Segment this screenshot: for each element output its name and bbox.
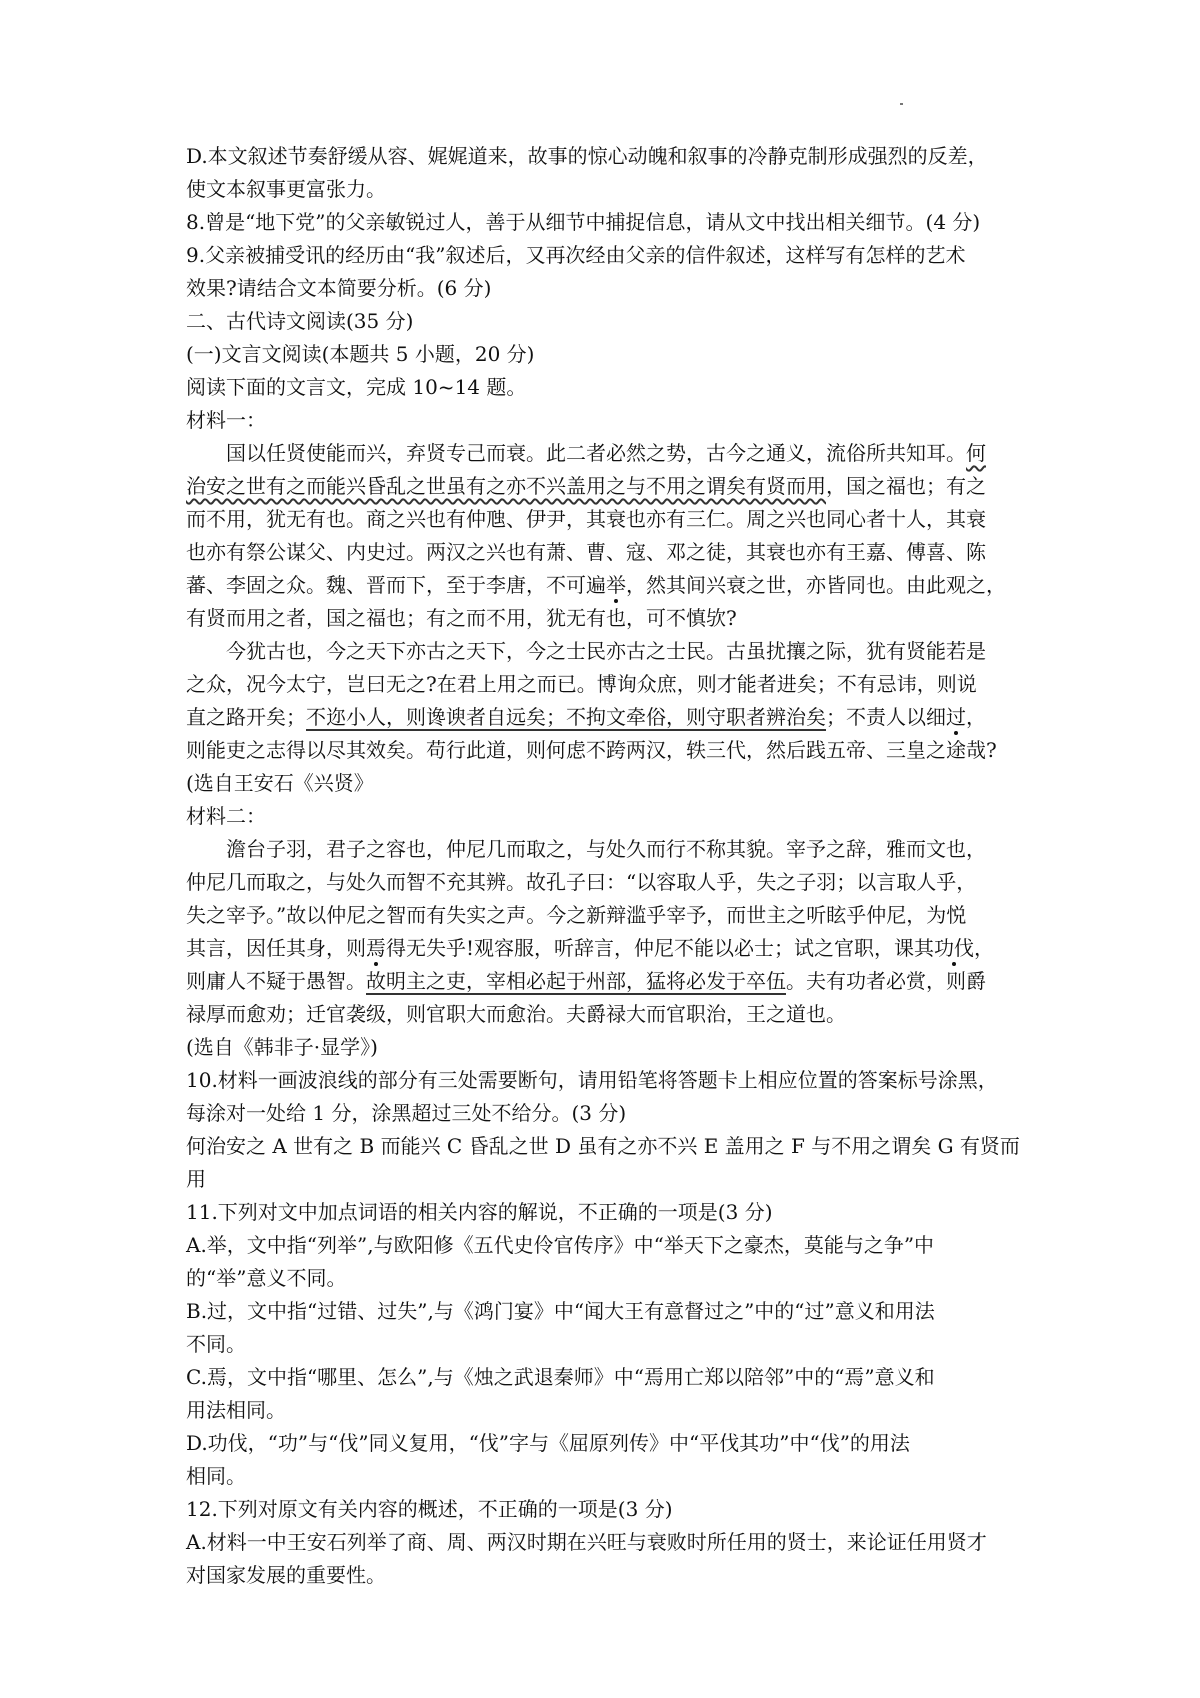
question-10-line: 每涂对一处给 1 分，涂黑超过三处不给分。(3 分) [186, 1101, 627, 1125]
question-9-line-2: 效果?请结合文本简要分析。(6 分) [186, 276, 492, 300]
question-12 [186, 1493, 1026, 1592]
reading-instruction: 阅读下面的文言文，完成 10~14 题。 [186, 375, 527, 399]
text-line: 澹台子羽，君子之容也，仲尼几而取之，与处久而行不称其貌。宰予之辞，雅而文也， [226, 837, 986, 861]
text-span: 。夫有功者必赏，则爵 [786, 969, 986, 993]
text-line: 失之宰予。”故以仲尼之智而有失实之声。今之新辩滥乎宰予，而世主之听眩乎仲尼，为悦 [186, 903, 967, 927]
q7-option-d-line-2: 使文本叙事更富张力。 [186, 177, 386, 201]
source-citation: (选自《韩非子·显学》) [186, 1035, 378, 1059]
text-line: 禄厚而愈劝；迁官袭级，则官职大而愈治。夫爵禄大而官职治，王之道也。 [186, 1002, 846, 1026]
q7-option-d-line-1: D.本文叙述节奏舒缓从容、娓娓道来，故事的惊心动魄和叙事的冷静克制形成强烈的反差， [186, 144, 988, 168]
text-line: 仲尼几而取之，与处久而智不充其辨。故孔子曰：“以容取人乎，失之子羽；以言取人乎， [186, 870, 977, 894]
question-10-options: 用 [186, 1167, 206, 1191]
question-11-option-a: A.举，文中指“列举”,与欧阳修《五代史伶官传序》中“举天下之豪杰，莫能与之争”中 [186, 1233, 935, 1257]
material-2-label: 材料二： [186, 804, 266, 828]
material-1-text [186, 437, 1026, 800]
question-11-option-d: 相同。 [186, 1464, 246, 1488]
question-10-line: 10.材料一画波浪线的部分有三处需要断句，请用铅笔将答题卡上相应位置的答案标号涂黑， [186, 1068, 998, 1092]
text-span: ， [966, 705, 986, 729]
material-2-text [186, 833, 1026, 1064]
question-12-option-a: A.材料一中王安石列举了商、周、两汉时期在兴旺与衰败时所任用的贤士，来论证任用贤才 [186, 1530, 987, 1554]
underlined-text: 故明主之吏，宰相必起于州部，猛将必发于卒伍 [366, 969, 786, 993]
text-line [186, 470, 1026, 503]
text-line: 有贤而用之者，国之福也；有之而不用，犹无有也，可不慎欤? [186, 606, 737, 630]
text-line [186, 965, 1026, 998]
text-span: 直之路开矣； [186, 705, 306, 729]
material-1-label: 材料一： [186, 408, 266, 432]
question-12-option-a: 对国家发展的重要性。 [186, 1563, 386, 1587]
dotted-word: 功伐 [934, 936, 975, 960]
question-11-stem: 11.下列对文中加点词语的相关内容的解说，不正确的一项是(3 分) [186, 1200, 773, 1224]
text-line: 也亦有祭公谋父、内史过。两汉之兴也有萧、曹、寇、邓之徒，其衰也亦有王嘉、傅喜、陈 [186, 540, 986, 564]
text-span: 蕃、李固之众。魏、晋而下，至于李唐，不可遍 [186, 573, 606, 597]
dotted-word: 焉 [366, 936, 386, 960]
document-body [186, 140, 1026, 1592]
question-11-option-c: 用法相同。 [186, 1398, 286, 1422]
text-span: ，国之福也；有之 [826, 474, 986, 498]
text-line [186, 437, 1026, 470]
text-span: ， [974, 936, 995, 960]
question-11-option-b: 不同。 [186, 1332, 246, 1356]
question-10 [186, 1064, 1026, 1196]
question-10-options: 何治安之 A 世有之 B 而能兴 C 昏乱之世 D 虽有之亦不兴 E 盖用之 F 与不用之谓矣 G 有贤而 [186, 1134, 1020, 1158]
text-span: ；不责人以细 [826, 705, 946, 729]
question-11-option-a: 的“举”意义不同。 [186, 1266, 347, 1290]
text-span: 则庸人不疑于愚智。 [186, 969, 366, 993]
question-12-stem: 12.下列对原文有关内容的概述，不正确的一项是(3 分) [186, 1497, 673, 1521]
question-8: 8.曾是“地下党”的父亲敏锐过人，善于从细节中捕捉信息，请从文中找出相关细节。(4 分) [186, 210, 981, 234]
text-span: 国以任贤使能而兴，弃贤专己而衰。此二者必然之势，古今之通义，流俗所共知耳。 [226, 441, 966, 465]
question-9-line-1: 9.父亲被捕受讯的经历由“我”叙述后，又再次经由父亲的信件叙述，这样写有怎样的艺术 [186, 243, 966, 267]
dotted-word: 过 [946, 705, 966, 729]
text-line [186, 701, 1026, 734]
section-heading: 二、古代诗文阅读(35 分) [186, 309, 414, 333]
text-span: 其言，因任其身，则 [186, 936, 366, 960]
text-line [186, 569, 1026, 602]
text-line: 之众，况今太宁，岂曰无之?在君上用之而已。博询众庶，则才能者进矣；不有忌讳，则说 [186, 672, 977, 696]
subsection-heading: (一)文言文阅读(本题共 5 小题，20 分) [186, 342, 535, 366]
dotted-word: 举 [606, 573, 626, 597]
text-span: ，然其间兴衰之世，亦皆同也。由此观之， [626, 573, 1006, 597]
text-line: 而不用，犹无有也。商之兴也有仲虺、伊尹，其衰也亦有三仁。周之兴也同心者十人，其衰 [186, 507, 986, 531]
scan-speck [900, 103, 903, 105]
wavy-underlined-text: 治安之世有之而能兴昏乱之世虽有之亦不兴盖用之与不用之谓矣有贤而用 [186, 474, 826, 498]
wavy-underlined-text: 何 [966, 441, 986, 465]
question-11-option-b: B.过，文中指“过错、过失”,与《鸿门宴》中“闻大王有意督过之”中的“过”意义和用法 [186, 1299, 935, 1323]
text-span: 得无失乎!观容服，听辞言，仲尼不能以必士；试之官职，课其 [386, 936, 935, 960]
question-11-option-c: C.焉，文中指“哪里、怎么”,与《烛之武退秦师》中“焉用亡郑以陪邻”中的“焉”意义和 [186, 1365, 935, 1389]
source-citation: (选自王安石《兴贤》 [186, 771, 374, 795]
text-line [186, 932, 1026, 965]
underlined-text: 不迩小人，则谗谀者自远矣；不拘文牵俗，则守职者辨治矣 [306, 705, 826, 729]
text-line: 今犹古也，今之天下亦古之天下，今之士民亦古之士民。古虽扰攘之际，犹有贤能若是 [226, 639, 986, 663]
question-11-option-d: D.功伐，“功”与“伐”同义复用，“伐”字与《屈原列传》中“平伐其功”中“伐”的用法 [186, 1431, 910, 1455]
question-11 [186, 1196, 1026, 1493]
text-line: 则能吏之志得以尽其效矣。苟行此道，则何虑不跨两汉，轶三代，然后践五帝、三皇之途哉? [186, 738, 997, 762]
